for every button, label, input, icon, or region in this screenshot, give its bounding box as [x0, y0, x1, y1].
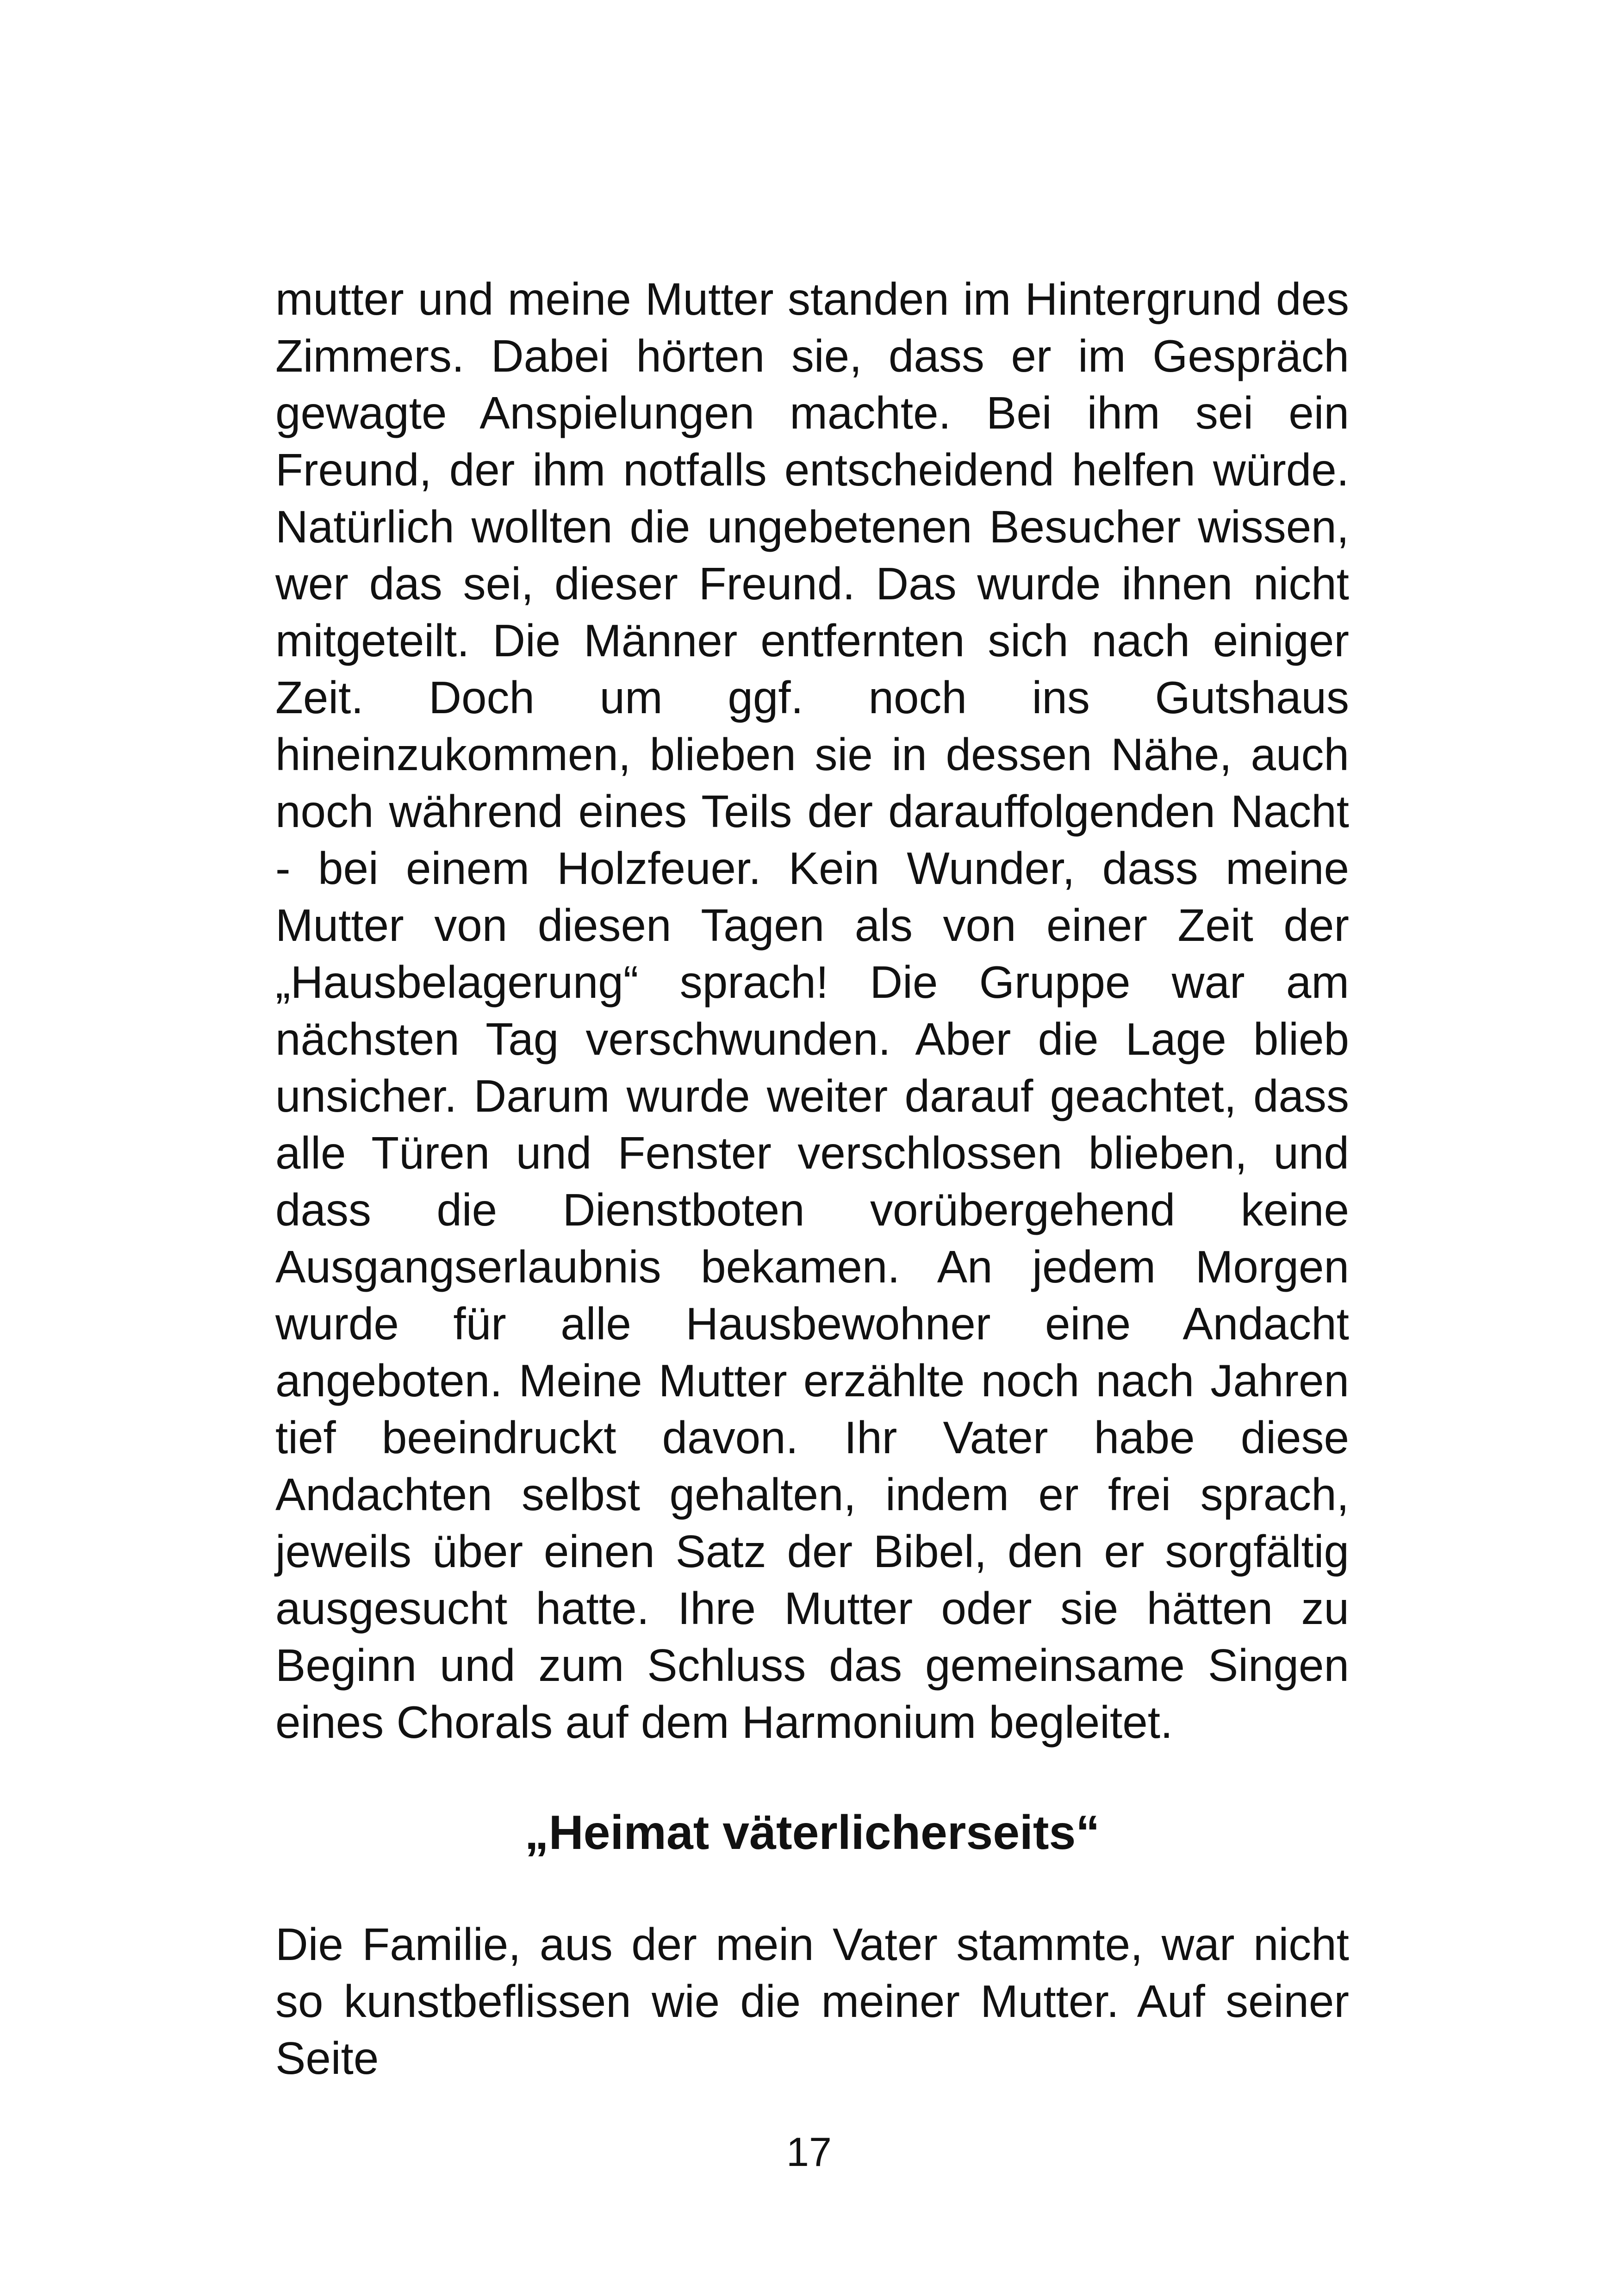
- page-number: 17: [786, 2129, 832, 2175]
- paragraph-1: mutter und meine Mutter standen im Hintergrund des Zimmers. Dabei hörten sie, dass er im Gespräch gewagte Anspielungen machte. Bei ihm sei ein Freund, der ihm notfalls entscheidend helfen würde. Natürlich wollten die ungebetenen Besucher wissen, wer das sei, dieser Freund. Das wurde ihnen nicht mitgeteilt. Die Männer entfernten sich nach einiger Zeit. Doch um ggf. noch ins Gutshaus hineinzukommen, blieben sie in dessen Nähe, auch noch während eines Teils der darauffolgenden Nacht - bei einem Holzfeuer. Kein Wunder, dass meine Mutter von diesen Tagen als von einer Zeit der „Hausbelagerung“ sprach! Die Gruppe war am nächsten Tag verschwunden. Aber die Lage blieb unsicher. Darum wurde weiter darauf geachtet, dass alle Türen und Fenster verschlossen blieben, und dass die Dienstboten vorübergehend keine Ausgangserlaubnis bekamen. An jedem Morgen wurde für alle Hausbewohner eine Andacht angeboten. Meine Mutter erzählte noch nach Jahren tief beeindruckt davon. Ihr Vater habe diese Andachten selbst gehalten, indem er frei sprach, jeweils über einen Satz der Bibel, den er sorgfältig ausgesucht hatte. Ihre Mutter oder sie hätten zu Beginn und zum Schluss das gemeinsame Singen eines Chorals auf dem Harmonium begleitet.: [275, 274, 1349, 1748]
- body-text: [275, 271, 1349, 1751]
- paragraph-2: Die Familie, aus der mein Vater stammte, war nicht so kunstbeflissen wie die meiner Mutter. Auf seiner Seite: [275, 1919, 1349, 2084]
- section-heading: „Heimat väterlicherseits“: [524, 1806, 1100, 1860]
